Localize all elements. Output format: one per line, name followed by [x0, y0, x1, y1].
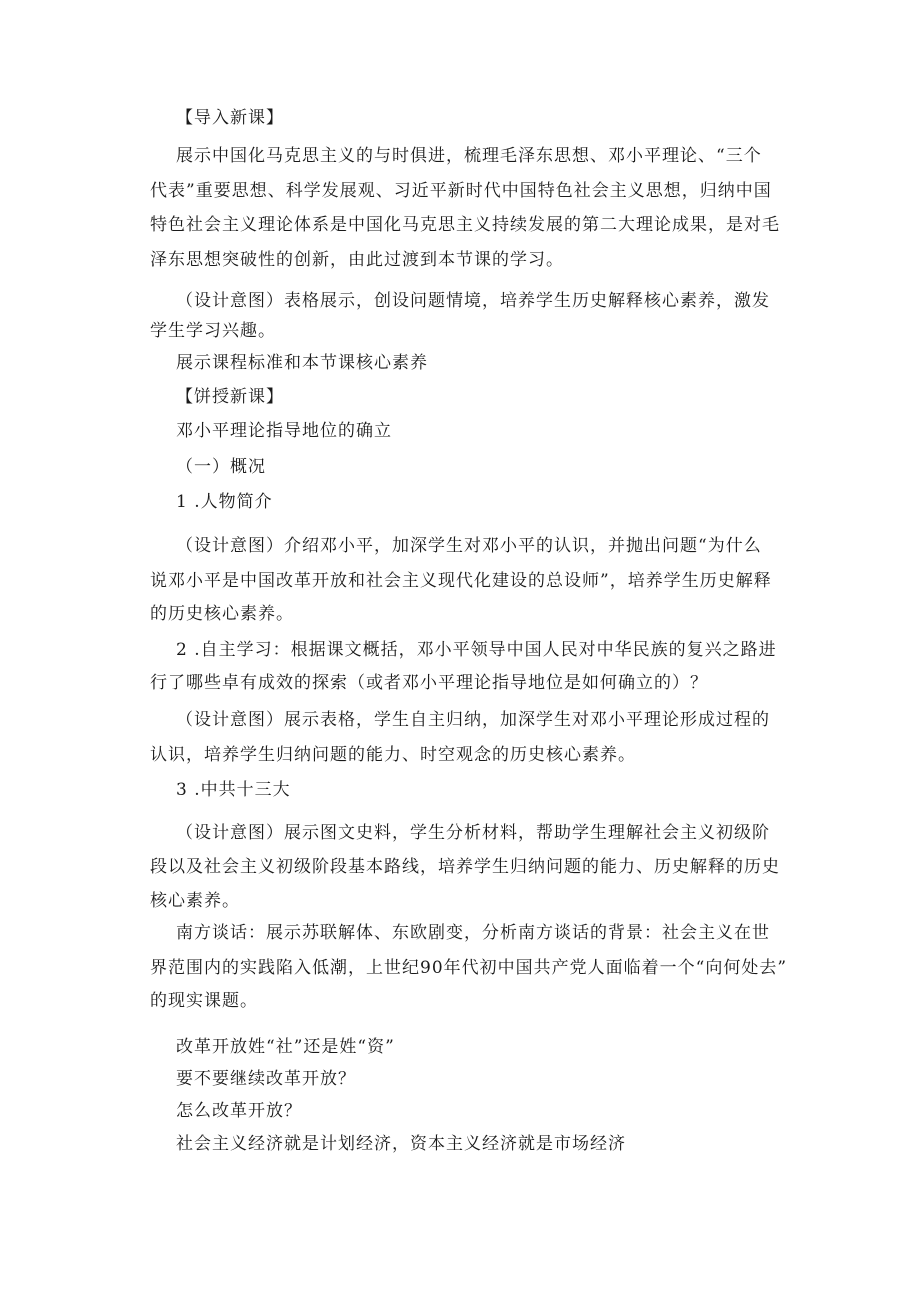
item-2-line-1: 2 .自主学习：根据课文概括，邓小平领导中国人民对中华民族的复兴之路进 [176, 640, 777, 660]
design-intent-2-line-1: （设计意图）介绍邓小平，加深学生对邓小平的认识，并抛出问题“为什么 [176, 536, 762, 556]
question-1: 改革开放姓“社”还是姓“资” [176, 1037, 395, 1057]
south-talk-line-3: 的现实课题。 [150, 991, 258, 1011]
question-4: 社会主义经济就是计划经济，资本主义经济就是市场经济 [176, 1134, 626, 1154]
design-intent-4-line-1: （设计意图）展示图文史料，学生分析材料，帮助学生理解社会主义初级阶 [176, 823, 770, 843]
intro-line-4: 泽东思想突破性的创新，由此过渡到本节课的学习。 [150, 250, 564, 270]
intro-line-3: 特色社会主义理论体系是中国化马克思主义持续发展的第二大理论成果，是对毛 [150, 215, 780, 235]
design-intent-1-line-2: 学生学习兴趣。 [150, 321, 276, 341]
item-2-line-2: 行了哪些卓有成效的探索（或者邓小平理论指导地位是如何确立的）？ [150, 673, 708, 693]
design-intent-3-line-1: （设计意图）展示表格，学生自主归纳，加深学生对邓小平理论形成过程的 [176, 710, 770, 730]
question-2: 要不要继续改革开放？ [176, 1069, 356, 1089]
design-intent-2-line-2: 说邓小平是中国改革开放和社会主义现代化建设的总设师”，培养学生历史解释 [150, 571, 772, 591]
south-talk-line-2: 界范围内的实践陷入低潮，上世纪90年代初中国共产党人面临着一个“向何处去” [150, 958, 788, 978]
design-intent-3-line-2: 认识，培养学生归纳问题的能力、时空观念的历史核心素养。 [150, 745, 636, 765]
heading-intro: 【导入新课】 [176, 108, 284, 128]
design-intent-2-line-3: 的历史核心素养。 [150, 604, 294, 624]
design-intent-4-line-3: 核心素养。 [150, 891, 240, 911]
item-1: 1 .人物简介 [176, 492, 273, 512]
item-3: 3 .中共十三大 [176, 780, 291, 800]
question-3: 怎么改革开放？ [176, 1101, 302, 1121]
intro-line-2: 代表”重要思想、科学发展观、习近平新时代中国特色社会主义思想，归纳中国 [150, 181, 772, 201]
section-title: 邓小平理论指导地位的确立 [176, 421, 392, 441]
subsection-1: （一）概况 [176, 457, 266, 477]
course-standard: 展示课程标准和本节课核心素养 [176, 353, 428, 373]
intro-line-1: 展示中国化马克思主义的与时俱进，梳理毛泽东思想、邓小平理论、“三个 [176, 146, 762, 166]
heading-new: 【饼授新课】 [176, 387, 284, 407]
design-intent-1-line-1: （设计意图）表格展示，创设问题情境，培养学生历史解释核心素养，激发 [176, 291, 770, 311]
south-talk-line-1: 南方谈话：展示苏联解体、东欧剧变，分析南方谈话的背景：社会主义在世 [176, 923, 770, 943]
design-intent-4-line-2: 段以及社会主义初级阶段基本路线，培养学生归纳问题的能力、历史解释的历史 [150, 857, 780, 877]
